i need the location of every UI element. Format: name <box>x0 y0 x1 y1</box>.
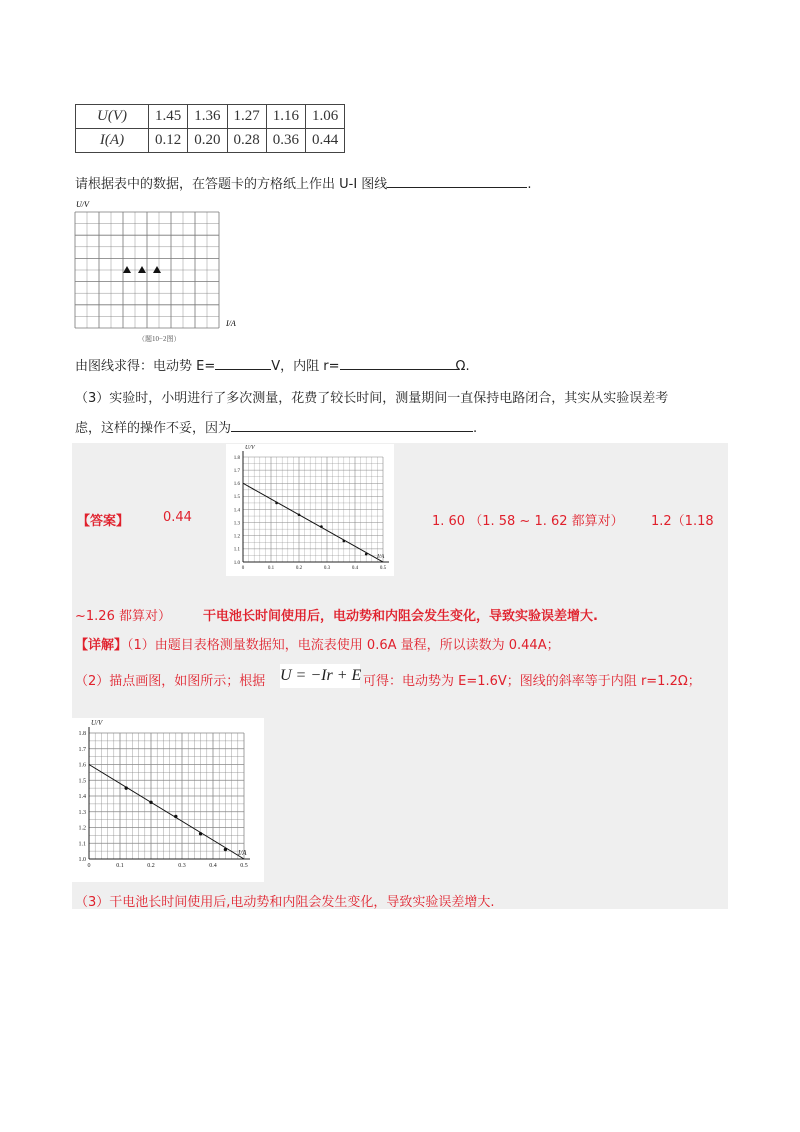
grid-lines <box>75 212 219 328</box>
result-prefix: 由图线求得：电动势 E= <box>75 359 216 374</box>
x-axis-label: I/A <box>377 554 385 560</box>
x-axis-label: I/A <box>238 849 247 857</box>
y-tick-label: 1.0 <box>78 857 86 864</box>
table-cell: 0.20 <box>188 129 227 153</box>
x-tick-label: 0.3 <box>323 566 331 571</box>
data-point <box>224 848 227 851</box>
answer-value-3-cont: ~1.26 都算对） <box>75 609 171 624</box>
data-point <box>125 786 128 789</box>
table-cell: 0.36 <box>266 129 305 153</box>
part3-line1: （3）实验时，小明进行了多次测量，花费了较长时间，测量期间一直保持电路闭合，其实从实验误差考 <box>75 391 669 406</box>
y-tick-label: 1.7 <box>233 468 240 474</box>
x-tick-label: 0.2 <box>295 566 303 571</box>
grid-ylabel: U/V <box>76 200 89 209</box>
data-point <box>343 540 346 543</box>
reason-blank[interactable] <box>231 419 473 432</box>
part3-text: 虑，这样的操作不妥，因为 <box>75 421 232 436</box>
y-tick-label: 1.5 <box>233 495 240 501</box>
table-head-voltage: U(V) <box>76 105 149 129</box>
data-point <box>320 525 323 528</box>
x-tick-label: 0.5 <box>240 863 248 869</box>
resistance-blank[interactable] <box>340 357 456 370</box>
y-tick-label: 1.4 <box>78 794 86 801</box>
triangle-marker <box>138 266 146 273</box>
x-tick-label: 0.1 <box>267 566 275 571</box>
result-line <box>75 355 470 374</box>
table-cell: 1.27 <box>227 105 266 129</box>
table-cell: 1.06 <box>306 105 345 129</box>
x-tick-label: 0.5 <box>379 566 387 571</box>
data-point <box>298 513 301 516</box>
answer-value-4: 干电池长时间使用后，电动势和内阻会发生变化，导致实验误差增大. <box>203 609 598 624</box>
table-cell: 1.36 <box>188 105 227 129</box>
x-tick-label: 0.4 <box>209 863 217 869</box>
y-tick-label: 1.6 <box>233 482 240 487</box>
y-tick-label: 1.8 <box>78 731 86 738</box>
answer-chart <box>226 444 394 576</box>
y-tick-label: 1.3 <box>233 521 240 527</box>
answer-label: 【答案】 <box>77 514 130 529</box>
x-tick-label: 0.1 <box>116 863 124 869</box>
x-tick-label: 0 <box>87 863 91 869</box>
detail-line2-b: 可得：电动势为 E=1.6V；图线的斜率等于内阻 r=1.2Ω； <box>363 674 701 689</box>
data-table <box>75 104 345 153</box>
x-tick-label: 0.3 <box>178 863 186 869</box>
y-axis-label: U/V <box>91 719 103 727</box>
result-mid: V，内阻 r= <box>271 359 340 374</box>
y-tick-label: 1.4 <box>233 508 240 514</box>
x-tick-label: 0.2 <box>147 863 155 869</box>
detail-chart <box>72 718 264 882</box>
y-axis-label: U/V <box>245 445 255 451</box>
question-prompt <box>75 173 531 192</box>
triangle-marker <box>153 266 161 273</box>
part3-line2 <box>75 417 477 436</box>
detail-line2-a: （2）描点画图，如图所示；根据 <box>75 674 266 689</box>
answer-value-2: 1. 60 （1. 58 ~ 1. 62 都算对） <box>432 514 624 529</box>
data-point <box>365 553 368 556</box>
grid-xlabel: I/A <box>226 319 236 328</box>
formula: U = −Ir + E <box>280 664 360 688</box>
y-tick-label: 1.1 <box>78 841 86 848</box>
prompt-text: 请根据表中的数据，在答题卡的方格纸上作出 U-I 图线 <box>75 177 388 192</box>
data-point <box>275 502 278 505</box>
data-point <box>174 815 177 818</box>
y-tick-label: 1.2 <box>233 534 240 540</box>
detail-text-1: （1）由题目表格测量数据知，电流表使用 0.6A 量程，所以读数为 0.44A； <box>127 638 560 653</box>
triangle-marker <box>123 266 131 273</box>
table-row-current <box>76 129 345 153</box>
table-cell: 0.44 <box>306 129 345 153</box>
detail-label: 【详解】 <box>75 638 128 653</box>
detail-line1 <box>75 634 560 653</box>
grid-caption: （题10−2图） <box>138 335 181 343</box>
prompt-end: . <box>527 177 532 192</box>
y-tick-label: 1.6 <box>78 762 86 769</box>
table-cell: 1.16 <box>266 105 305 129</box>
y-tick-label: 1.2 <box>78 825 86 832</box>
emf-blank[interactable] <box>215 357 271 370</box>
table-cell: 0.12 <box>149 129 188 153</box>
answer-value-1: 0.44 <box>163 510 192 525</box>
detail-line3: （3）干电池长时间使用后,电动势和内阻会发生变化，导致实验误差增大. <box>75 895 495 910</box>
data-point <box>199 832 202 835</box>
y-tick-label: 1.0 <box>233 560 240 566</box>
y-tick-label: 1.7 <box>78 746 86 753</box>
answer-value-3: 1.2（1.18 <box>651 514 714 529</box>
y-tick-label: 1.3 <box>78 809 86 816</box>
y-tick-label: 1.1 <box>233 547 240 553</box>
data-point <box>149 801 152 804</box>
part3-end: . <box>473 421 478 436</box>
y-tick-label: 1.5 <box>78 778 86 785</box>
result-end: Ω. <box>455 359 470 374</box>
answer-blank[interactable] <box>387 175 527 188</box>
x-tick-label: 0 <box>241 566 245 571</box>
answer-grid <box>72 198 252 344</box>
table-cell: 1.45 <box>149 105 188 129</box>
table-row-voltage <box>76 105 345 129</box>
table-head-current: I(A) <box>76 129 149 153</box>
y-tick-label: 1.8 <box>233 455 240 461</box>
table-cell: 0.28 <box>227 129 266 153</box>
x-tick-label: 0.4 <box>351 566 359 571</box>
